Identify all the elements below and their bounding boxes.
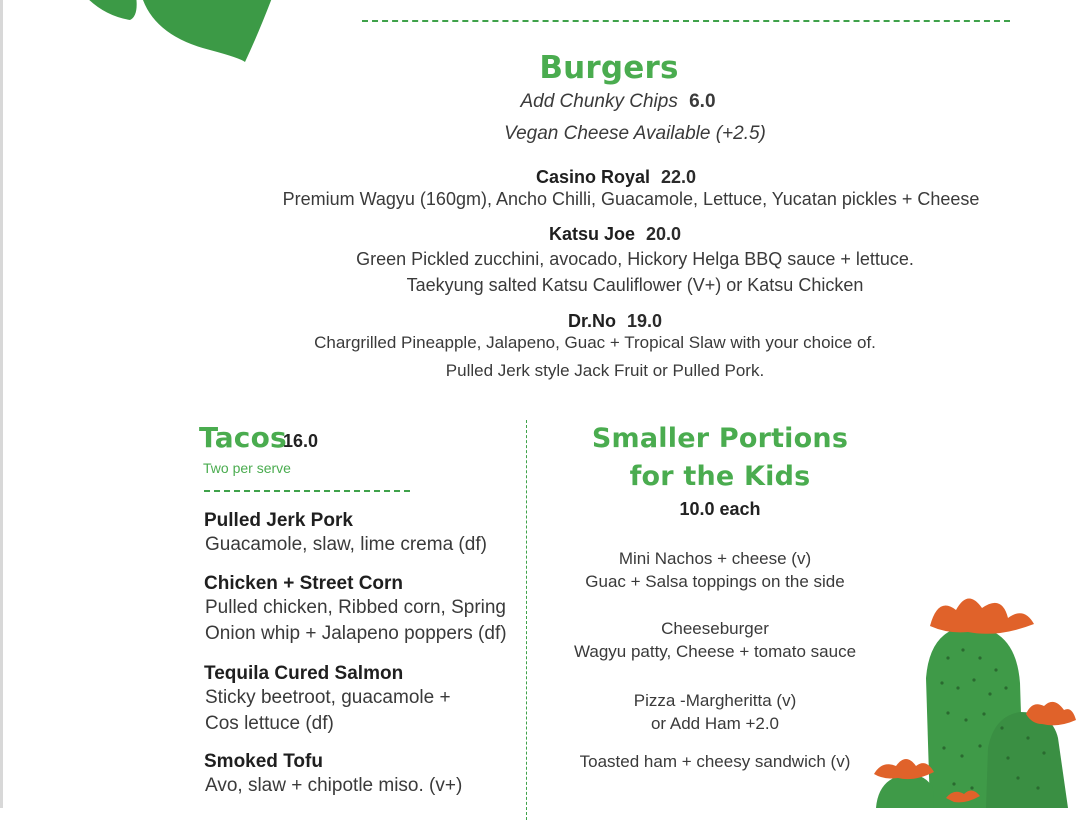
burger-price: 22.0	[661, 167, 697, 187]
vegan-note: Vegan Cheese Available (+2.5)	[504, 123, 766, 144]
taco-desc: Pulled chicken, Ribbed corn, Spring Onion whip + Jalapeno poppers (df)	[205, 597, 507, 644]
taco-item	[204, 510, 487, 558]
kids-title-line: for the Kids	[629, 461, 811, 492]
taco-desc: Sticky beetroot, guacamole + Cos lettuce (df)	[205, 687, 451, 734]
taco-item	[204, 663, 451, 737]
burger-desc: Green Pickled zucchini, avocado, Hickory Helga BBQ sauce + lettuce.	[356, 249, 914, 269]
burger-desc: Pulled Jerk style Jack Fruit or Pulled Pork.	[445, 361, 765, 380]
kids-item: Mini Nachos + cheese (v) Guac + Salsa toppings on the side	[585, 549, 845, 591]
taco-name: Smoked Tofu	[204, 751, 323, 772]
chips-price: 6.0	[689, 91, 716, 112]
taco-item	[204, 751, 462, 799]
chips-note	[0, 91, 1080, 113]
kids-item: Pizza -Margheritta (v) or Add Ham +2.0	[633, 691, 797, 733]
top-dashed-divider	[362, 20, 1010, 22]
burger-desc: Premium Wagyu (160gm), Ancho Chilli, Guacamole, Lettuce, Yucatan pickles + Cheese	[282, 189, 980, 209]
burger-price: 19.0	[626, 311, 663, 331]
kids-price: 10.0 each	[679, 499, 761, 519]
kids-item: Cheeseburger Wagyu patty, Cheese + tomato sauce	[573, 619, 857, 661]
burger-desc: Taekyung salted Katsu Cauliflower (V+) or Katsu Chicken	[406, 275, 864, 295]
tacos-subtitle: Two per serve	[203, 460, 291, 476]
taco-desc: Avo, slaw + chipotle miso. (v+)	[205, 775, 463, 796]
kids-item: Toasted ham + cheesy sandwich (v)	[579, 752, 851, 771]
kids-title	[590, 420, 850, 496]
burger-name: Dr.No	[567, 311, 616, 331]
burger-desc: Chargrilled Pineapple, Jalapeno, Guac + Tropical Slaw with your choice of.	[314, 333, 876, 352]
cactus-illustration	[868, 588, 1080, 808]
page-edge	[0, 0, 3, 808]
taco-name: Tequila Cured Salmon	[204, 663, 404, 684]
burger-price: 20.0	[646, 224, 682, 244]
tacos-title: Tacos	[199, 421, 287, 454]
taco-name: Chicken + Street Corn	[204, 573, 404, 594]
burger-name: Katsu Joe	[548, 224, 635, 244]
tacos-dashed-divider	[204, 490, 410, 492]
burger-item-name	[0, 311, 1080, 332]
chips-note-label: Add Chunky Chips	[520, 91, 678, 112]
tacos-price: 16.0	[283, 431, 319, 451]
burgers-title: Burgers	[539, 50, 679, 86]
kids-title-line: Smaller Portions	[591, 423, 849, 454]
burger-name: Casino Royal	[535, 167, 650, 187]
burger-item-name	[0, 167, 1080, 188]
taco-desc: Guacamole, slaw, lime crema (df)	[205, 534, 487, 555]
burger-item-name	[0, 224, 1080, 245]
taco-name: Pulled Jerk Pork	[204, 510, 353, 531]
taco-item	[204, 573, 507, 647]
